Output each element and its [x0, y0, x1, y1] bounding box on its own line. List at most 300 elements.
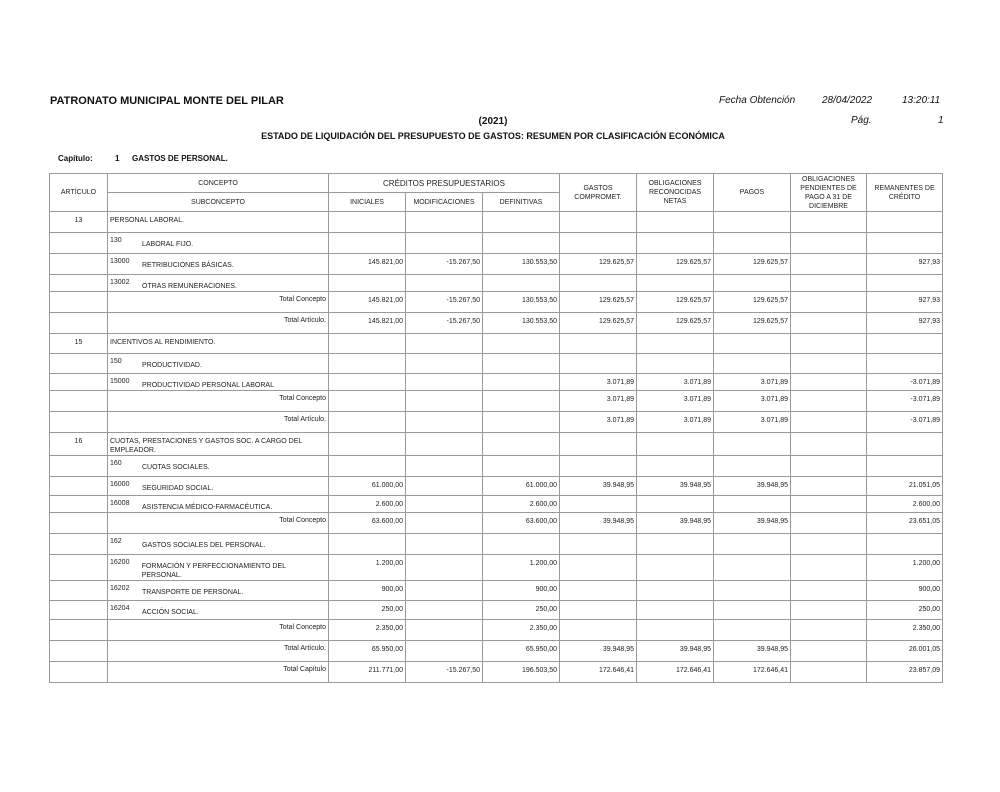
- value-cell-rem: [867, 233, 943, 254]
- articulo-cell: [50, 233, 108, 254]
- value-cell-rem: [867, 456, 943, 477]
- value-cell-gas: [560, 456, 637, 477]
- value-cell-ini: [329, 412, 406, 433]
- value-cell-mod: [406, 477, 483, 496]
- value-cell-def: [483, 534, 560, 555]
- concept-line: [110, 605, 326, 617]
- value-cell-pen: [791, 534, 867, 555]
- table-row: [50, 601, 943, 620]
- value-cell-rem: 2.350,00: [867, 620, 943, 641]
- value-cell-gas: 3.071,89: [560, 391, 637, 412]
- table-row: [50, 254, 943, 275]
- value-cell-pen: [791, 477, 867, 496]
- articulo-cell: [50, 496, 108, 513]
- value-cell-rem: 927,93: [867, 313, 943, 334]
- capitulo-label: Capítulo:: [58, 154, 93, 163]
- value-cell-rem: 1.200,00: [867, 555, 943, 581]
- value-cell-ini: [329, 275, 406, 292]
- value-cell-gas: 129.625,57: [560, 292, 637, 313]
- value-cell-mod: [406, 513, 483, 534]
- value-cell-pen: [791, 334, 867, 354]
- value-cell-mod: [406, 555, 483, 581]
- concepto-cell: [108, 477, 329, 496]
- concepto-cell: [108, 313, 329, 334]
- value-cell-pag: [714, 555, 791, 581]
- table-row: [50, 233, 943, 254]
- total-label: Total Capítulo: [283, 666, 326, 673]
- value-cell-ini: 145.821,00: [329, 292, 406, 313]
- articulo-cell: [50, 662, 108, 683]
- concepto-cell: [108, 534, 329, 555]
- value-cell-pen: [791, 662, 867, 683]
- articulo-cell: [50, 254, 108, 275]
- concepto-cell: [108, 456, 329, 477]
- value-cell-obl: [637, 212, 714, 233]
- value-cell-def: [483, 354, 560, 374]
- value-cell-ini: 145.821,00: [329, 313, 406, 334]
- concepto-cell: [108, 212, 329, 233]
- value-cell-mod: [406, 275, 483, 292]
- concept-label: GASTOS SOCIALES DEL PERSONAL.: [142, 542, 266, 549]
- value-cell-pen: [791, 555, 867, 581]
- concept-code: 162: [110, 538, 122, 545]
- value-cell-obl: [637, 534, 714, 555]
- value-cell-pag: [714, 212, 791, 233]
- value-cell-gas: [560, 620, 637, 641]
- value-cell-ini: [329, 391, 406, 412]
- concepto-cell: [108, 334, 329, 354]
- concept-label: ASISTENCIA MÉDICO-FARMACÉUTICA.: [142, 504, 273, 511]
- value-cell-obl: [637, 581, 714, 601]
- value-cell-ini: 145.821,00: [329, 254, 406, 275]
- value-cell-pag: 3.071,89: [714, 374, 791, 391]
- value-cell-rem: [867, 275, 943, 292]
- hora-value: 13:20:11: [902, 95, 941, 106]
- value-cell-rem: [867, 212, 943, 233]
- total-label: Total Concepto: [279, 624, 326, 631]
- value-cell-pen: [791, 292, 867, 313]
- value-cell-obl: 3.071,89: [637, 391, 714, 412]
- articulo-cell: [50, 477, 108, 496]
- value-cell-pag: 129.625,57: [714, 292, 791, 313]
- value-cell-gas: [560, 433, 637, 456]
- concepto-cell: [108, 620, 329, 641]
- concepto-cell: [108, 354, 329, 374]
- value-cell-def: [483, 374, 560, 391]
- articulo-cell: [50, 620, 108, 641]
- col-concepto: CONCEPTO: [108, 174, 329, 193]
- articulo-cell: [50, 555, 108, 581]
- value-cell-mod: -15.267,50: [406, 254, 483, 275]
- value-cell-gas: 129.625,57: [560, 254, 637, 275]
- value-cell-gas: [560, 233, 637, 254]
- concept-label: PRODUCTIVIDAD.: [142, 362, 202, 369]
- col-remanentes: REMANENTES DE CRÉDITO: [867, 174, 943, 212]
- value-cell-pag: [714, 601, 791, 620]
- concept-code: 130: [110, 237, 122, 244]
- col-subconcepto: SUBCONCEPTO: [108, 193, 329, 212]
- value-cell-gas: 129.625,57: [560, 313, 637, 334]
- value-cell-mod: [406, 412, 483, 433]
- value-cell-def: 2.600,00: [483, 496, 560, 513]
- value-cell-gas: [560, 212, 637, 233]
- value-cell-mod: [406, 233, 483, 254]
- table-row: [50, 581, 943, 601]
- value-cell-pen: [791, 620, 867, 641]
- total-label: Total Concepto: [279, 395, 326, 402]
- articulo-cell: [50, 391, 108, 412]
- col-pagos: PAGOS: [714, 174, 791, 212]
- concept-line: [110, 538, 326, 550]
- value-cell-ini: 2.350,00: [329, 620, 406, 641]
- concept-label: TRANSPORTE DE PERSONAL.: [142, 589, 244, 596]
- value-cell-ini: [329, 433, 406, 456]
- table-row: [50, 496, 943, 513]
- articulo-label: INCENTIVOS AL RENDIMIENTO.: [110, 339, 216, 346]
- table-row: [50, 275, 943, 292]
- table-row: [50, 374, 943, 391]
- value-cell-pag: 3.071,89: [714, 391, 791, 412]
- value-cell-rem: 21.051,05: [867, 477, 943, 496]
- concept-line: [110, 585, 326, 597]
- value-cell-gas: [560, 601, 637, 620]
- value-cell-mod: [406, 391, 483, 412]
- concept-label: OTRAS REMUNERACIONES.: [142, 283, 237, 290]
- page-number: 1: [938, 115, 944, 126]
- table-row: [50, 313, 943, 334]
- value-cell-def: [483, 391, 560, 412]
- concepto-cell: [108, 662, 329, 683]
- value-cell-def: [483, 275, 560, 292]
- value-cell-pen: [791, 313, 867, 334]
- value-cell-ini: [329, 534, 406, 555]
- value-cell-mod: [406, 212, 483, 233]
- value-cell-gas: 39.948,95: [560, 477, 637, 496]
- value-cell-gas: 39.948,95: [560, 513, 637, 534]
- value-cell-gas: [560, 275, 637, 292]
- value-cell-mod: -15.267,50: [406, 292, 483, 313]
- value-cell-pag: [714, 496, 791, 513]
- concept-code: 150: [110, 358, 122, 365]
- concept-label: FORMACIÓN Y PERFECCIONAMIENTO DEL PERSONAL.: [141, 563, 286, 579]
- value-cell-pag: 39.948,95: [714, 477, 791, 496]
- concepto-cell: [108, 233, 329, 254]
- value-cell-rem: [867, 334, 943, 354]
- articulo-cell: 13: [50, 212, 108, 233]
- articulo-cell: [50, 601, 108, 620]
- value-cell-mod: [406, 534, 483, 555]
- concept-code: 15000: [110, 378, 130, 385]
- concept-code: 16202: [110, 585, 130, 592]
- col-obligaciones: OBLIGACIONES RECONOCIDAS NETAS: [637, 174, 714, 212]
- value-cell-pen: [791, 456, 867, 477]
- value-cell-obl: 3.071,89: [637, 412, 714, 433]
- concept-line: [110, 237, 326, 249]
- value-cell-rem: [867, 433, 943, 456]
- articulo-cell: [50, 641, 108, 662]
- value-cell-ini: 1.200,00: [329, 555, 406, 581]
- value-cell-pen: [791, 233, 867, 254]
- concepto-cell: [108, 391, 329, 412]
- concept-line: [110, 500, 326, 512]
- value-cell-mod: [406, 456, 483, 477]
- concept-line: [110, 378, 326, 390]
- table-row: [50, 433, 943, 456]
- articulo-label: PERSONAL LABORAL.: [110, 217, 185, 224]
- articulo-cell: [50, 313, 108, 334]
- value-cell-mod: [406, 334, 483, 354]
- value-cell-pen: [791, 601, 867, 620]
- col-modificaciones: MODIFICACIONES: [406, 193, 483, 212]
- concept-label: RETRIBUCIONES BÁSICAS.: [142, 262, 234, 269]
- articulo-cell: [50, 456, 108, 477]
- concepto-cell: [108, 641, 329, 662]
- value-cell-mod: [406, 354, 483, 374]
- value-cell-pag: 3.071,89: [714, 412, 791, 433]
- value-cell-pag: 129.625,57: [714, 313, 791, 334]
- concept-line: [110, 358, 326, 370]
- table-row: [50, 292, 943, 313]
- total-label: Total Artículo.: [283, 645, 326, 652]
- table-row: [50, 334, 943, 354]
- value-cell-def: [483, 233, 560, 254]
- articulo-cell: [50, 412, 108, 433]
- table-row: [50, 662, 943, 683]
- value-cell-rem: 250,00: [867, 601, 943, 620]
- value-cell-pag: 39.948,95: [714, 641, 791, 662]
- concept-label: ACCIÓN SOCIAL.: [142, 609, 199, 616]
- table-row: [50, 641, 943, 662]
- value-cell-pen: [791, 254, 867, 275]
- capitulo-name: GASTOS DE PERSONAL.: [132, 154, 228, 163]
- value-cell-obl: 3.071,89: [637, 374, 714, 391]
- value-cell-rem: 23.651,05: [867, 513, 943, 534]
- value-cell-rem: [867, 534, 943, 555]
- value-cell-ini: [329, 354, 406, 374]
- table-row: [50, 412, 943, 433]
- value-cell-def: 65.950,00: [483, 641, 560, 662]
- report-year: (2021): [478, 116, 508, 127]
- value-cell-pag: [714, 334, 791, 354]
- value-cell-mod: [406, 641, 483, 662]
- value-cell-rem: 900,00: [867, 581, 943, 601]
- value-cell-gas: [560, 334, 637, 354]
- value-cell-def: 250,00: [483, 601, 560, 620]
- value-cell-gas: [560, 534, 637, 555]
- value-cell-obl: [637, 354, 714, 374]
- value-cell-def: 900,00: [483, 581, 560, 601]
- articulo-cell: 15: [50, 334, 108, 354]
- value-cell-obl: [637, 456, 714, 477]
- value-cell-def: 196.503,50: [483, 662, 560, 683]
- value-cell-obl: [637, 433, 714, 456]
- col-pendientes: OBLIGACIONES PENDIENTES DE PAGO A 31 DE DICIEMBRE: [791, 174, 867, 212]
- value-cell-pen: [791, 433, 867, 456]
- col-definitivas: DEFINITIVAS: [483, 193, 560, 212]
- articulo-cell: [50, 354, 108, 374]
- fecha-label: Fecha Obtención: [719, 95, 796, 106]
- value-cell-gas: 172.646,41: [560, 662, 637, 683]
- total-label: Total Concepto: [279, 296, 326, 303]
- concepto-cell: [108, 254, 329, 275]
- col-gastos: GASTOS COMPROMET.: [560, 174, 637, 212]
- value-cell-def: 130.553,50: [483, 313, 560, 334]
- value-cell-obl: 39.948,95: [637, 477, 714, 496]
- value-cell-ini: [329, 212, 406, 233]
- total-label: Total Concepto: [279, 517, 326, 524]
- col-articulo: ARTÍCULO: [50, 174, 108, 212]
- value-cell-def: 1.200,00: [483, 555, 560, 581]
- table-row: [50, 555, 943, 581]
- value-cell-gas: [560, 581, 637, 601]
- value-cell-pag: [714, 354, 791, 374]
- value-cell-ini: 211.771,00: [329, 662, 406, 683]
- capitulo-number: 1: [115, 154, 120, 163]
- value-cell-pen: [791, 513, 867, 534]
- articulo-cell: 16: [50, 433, 108, 456]
- value-cell-ini: 2.600,00: [329, 496, 406, 513]
- value-cell-ini: 900,00: [329, 581, 406, 601]
- value-cell-rem: [867, 354, 943, 374]
- concept-label: LABORAL FIJO.: [142, 241, 194, 248]
- concept-label: SEGURIDAD SOCIAL.: [142, 485, 214, 492]
- value-cell-rem: 23.857,09: [867, 662, 943, 683]
- concepto-cell: [108, 496, 329, 513]
- concept-line: [110, 559, 326, 580]
- concept-code: 160: [110, 460, 122, 467]
- table-row: [50, 354, 943, 374]
- value-cell-obl: 129.625,57: [637, 313, 714, 334]
- concepto-cell: [108, 292, 329, 313]
- concept-line: [110, 258, 326, 270]
- value-cell-def: 61.000,00: [483, 477, 560, 496]
- value-cell-def: 130.553,50: [483, 292, 560, 313]
- articulo-cell: [50, 374, 108, 391]
- concept-code: 13000: [110, 258, 130, 265]
- concepto-cell: [108, 581, 329, 601]
- value-cell-gas: 3.071,89: [560, 374, 637, 391]
- table-row: [50, 391, 943, 412]
- articulo-cell: [50, 581, 108, 601]
- value-cell-ini: [329, 334, 406, 354]
- value-cell-pen: [791, 412, 867, 433]
- value-cell-obl: 129.625,57: [637, 254, 714, 275]
- value-cell-def: 63.600,00: [483, 513, 560, 534]
- value-cell-pag: [714, 275, 791, 292]
- value-cell-pen: [791, 496, 867, 513]
- value-cell-pag: 129.625,57: [714, 254, 791, 275]
- report-title: ESTADO DE LIQUIDACIÓN DEL PRESUPUESTO DE GASTOS: RESUMEN POR CLASIFICACIÓN ECONÓMICA: [261, 131, 725, 141]
- col-creditos: CRÉDITOS PRESUPUESTARIOS: [329, 174, 560, 193]
- concepto-cell: [108, 601, 329, 620]
- total-label: Total Artículo.: [283, 317, 326, 324]
- concept-code: 16204: [110, 605, 130, 612]
- value-cell-obl: [637, 334, 714, 354]
- value-cell-pag: [714, 233, 791, 254]
- concepto-cell: [108, 412, 329, 433]
- value-cell-pag: 39.948,95: [714, 513, 791, 534]
- concept-code: 16200: [110, 559, 130, 566]
- table-row: [50, 477, 943, 496]
- value-cell-rem: -3.071,89: [867, 391, 943, 412]
- value-cell-mod: [406, 601, 483, 620]
- value-cell-pag: 172.646,41: [714, 662, 791, 683]
- value-cell-pen: [791, 212, 867, 233]
- value-cell-gas: [560, 555, 637, 581]
- concept-label: CUOTAS SOCIALES.: [142, 464, 210, 471]
- concepto-cell: [108, 433, 329, 456]
- value-cell-pen: [791, 354, 867, 374]
- value-cell-def: [483, 456, 560, 477]
- value-cell-obl: 172.646,41: [637, 662, 714, 683]
- value-cell-pag: [714, 620, 791, 641]
- value-cell-gas: 39.948,95: [560, 641, 637, 662]
- concept-code: 13002: [110, 279, 130, 286]
- value-cell-def: 130.553,50: [483, 254, 560, 275]
- concepto-cell: [108, 275, 329, 292]
- concept-line: [110, 279, 326, 291]
- concepto-cell: [108, 513, 329, 534]
- articulo-cell: [50, 513, 108, 534]
- value-cell-mod: -15.267,50: [406, 313, 483, 334]
- fecha-value: 28/04/2022: [822, 95, 873, 106]
- value-cell-ini: 65.950,00: [329, 641, 406, 662]
- value-cell-pag: [714, 456, 791, 477]
- articulo-cell: [50, 292, 108, 313]
- value-cell-obl: [637, 496, 714, 513]
- concept-label: PRODUCTIVIDAD PERSONAL LABORAL: [142, 382, 274, 389]
- budget-table: [49, 173, 943, 683]
- value-cell-def: [483, 212, 560, 233]
- total-label: Total Artículo.: [283, 416, 326, 423]
- value-cell-ini: [329, 233, 406, 254]
- value-cell-mod: [406, 581, 483, 601]
- value-cell-rem: 927,93: [867, 254, 943, 275]
- value-cell-rem: 927,93: [867, 292, 943, 313]
- value-cell-obl: [637, 275, 714, 292]
- value-cell-pag: [714, 581, 791, 601]
- value-cell-obl: 39.948,95: [637, 513, 714, 534]
- articulo-label: CUOTAS, PRESTACIONES Y GASTOS SOC. A CARGO DEL EMPLEADOR.: [110, 438, 303, 454]
- value-cell-ini: 61.000,00: [329, 477, 406, 496]
- value-cell-mod: [406, 374, 483, 391]
- value-cell-ini: 63.600,00: [329, 513, 406, 534]
- value-cell-obl: 39.948,95: [637, 641, 714, 662]
- table-row: [50, 212, 943, 233]
- value-cell-gas: 3.071,89: [560, 412, 637, 433]
- value-cell-obl: 129.625,57: [637, 292, 714, 313]
- table-row: [50, 456, 943, 477]
- table-row: [50, 620, 943, 641]
- value-cell-pen: [791, 581, 867, 601]
- table-body: [50, 212, 943, 683]
- value-cell-pag: [714, 433, 791, 456]
- value-cell-pen: [791, 275, 867, 292]
- concepto-cell: [108, 555, 329, 581]
- value-cell-obl: [637, 233, 714, 254]
- value-cell-gas: [560, 354, 637, 374]
- value-cell-pen: [791, 374, 867, 391]
- value-cell-def: [483, 433, 560, 456]
- concept-code: 16000: [110, 481, 130, 488]
- concept-code: 16008: [110, 500, 130, 507]
- concept-line: [110, 481, 326, 493]
- value-cell-rem: -3.071,89: [867, 374, 943, 391]
- value-cell-pen: [791, 391, 867, 412]
- value-cell-pen: [791, 641, 867, 662]
- value-cell-mod: [406, 433, 483, 456]
- table-row: [50, 534, 943, 555]
